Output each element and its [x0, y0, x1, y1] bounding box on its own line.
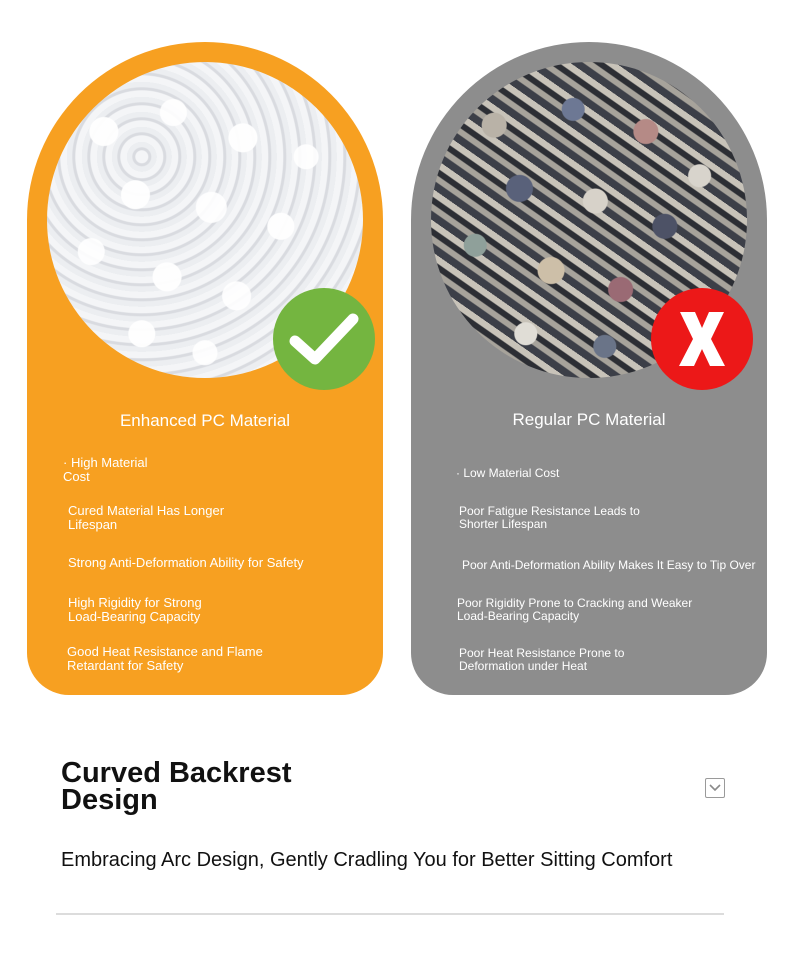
list-item: Cured Material Has Longer Lifespan: [68, 503, 225, 532]
list-item: · High Material Cost: [63, 455, 148, 484]
list-item: Poor Fatigue Resistance Leads to Shorter Lifespan: [459, 504, 640, 531]
divider: [56, 913, 724, 915]
section-title: Curved Backrest Design: [61, 757, 292, 816]
list-item: Good Heat Resistance and Flame Retardant for Safety: [67, 644, 263, 673]
cross-icon: [651, 288, 753, 390]
check-icon: [273, 288, 375, 390]
regular-pc-card: [411, 42, 767, 695]
enhanced-pc-card: [27, 42, 383, 695]
section-subtitle: Embracing Arc Design, Gently Cradling You for Better Sitting Comfort: [61, 849, 673, 871]
card-title: Regular PC Material: [512, 410, 666, 429]
list-item: · Low Material Cost: [456, 466, 560, 480]
list-item: High Rigidity for Strong Load-Bearing Capacity: [68, 595, 202, 624]
chevron-down-icon[interactable]: [705, 778, 725, 798]
card-title: Enhanced PC Material: [119, 411, 291, 430]
list-item: Poor Rigidity Prone to Cracking and Weaker Load-Bearing Capacity: [457, 596, 693, 623]
list-item: Strong Anti-Deformation Ability for Safety: [68, 555, 304, 570]
list-item: Poor Heat Resistance Prone to Deformation under Heat: [459, 646, 625, 673]
list-item: Poor Anti-Deformation Ability Makes It Easy to Tip Over: [462, 558, 756, 572]
